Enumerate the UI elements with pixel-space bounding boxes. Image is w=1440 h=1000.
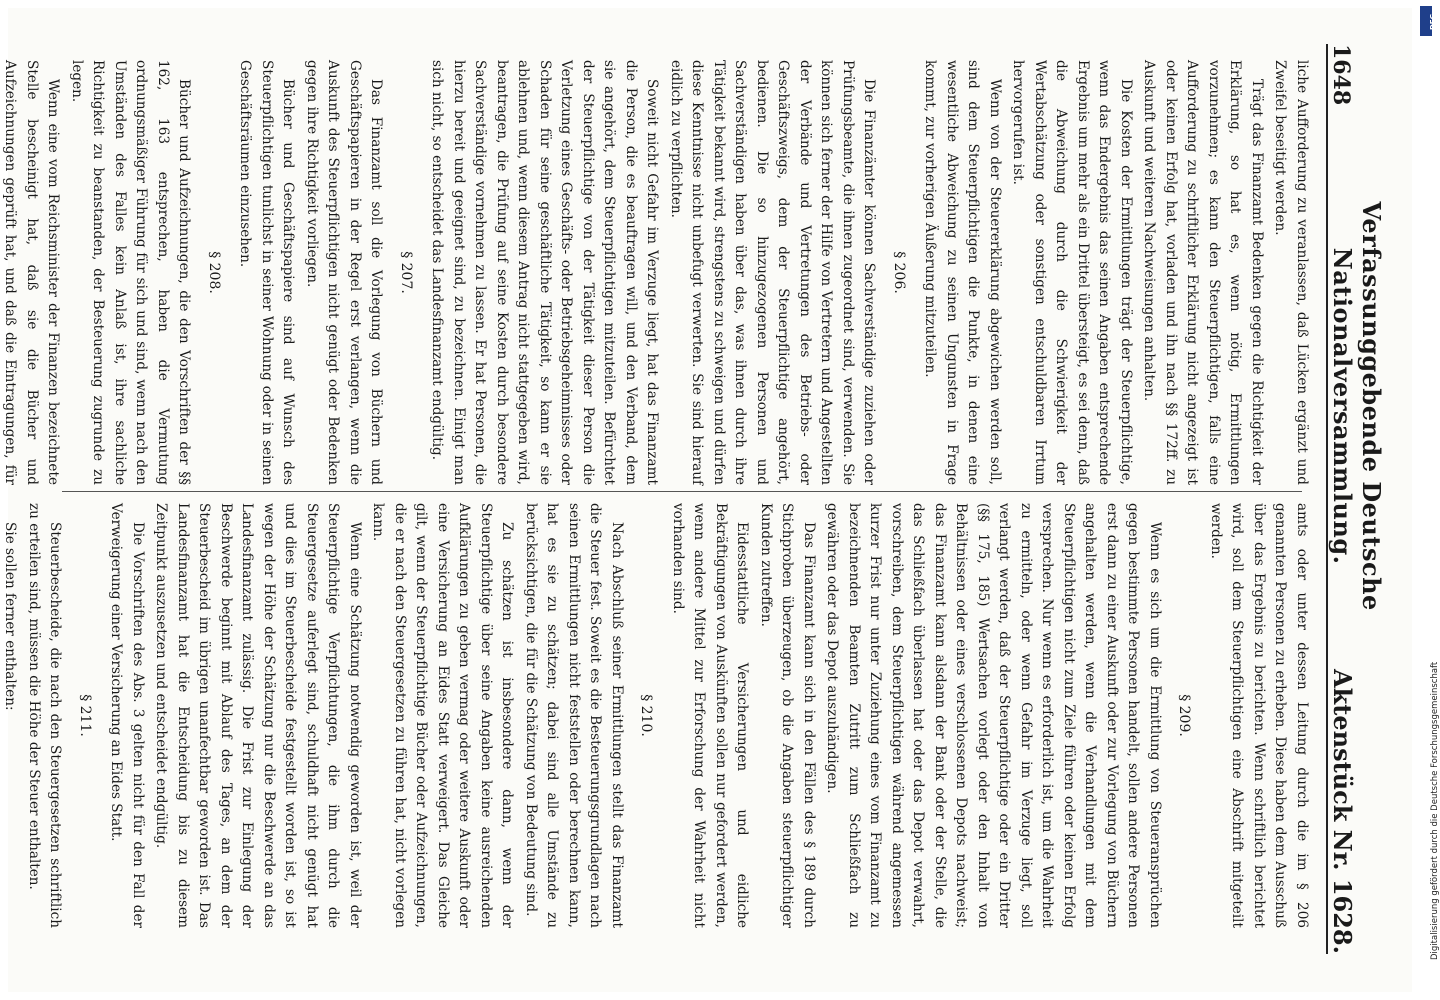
paragraph: Steuerbescheide, die nach den Steuergesetzen schriftlich zu erteilen sind, müssen die Höhe der Steuer enthalten. [26, 503, 64, 928]
paragraph: Bücher und Aufzeichnungen, die den Vorschriften der §§ 162, 163 entsprechen, haben die Vermutung ordnungsmäßiger Führung für sich und sind, wenn nach den Umständen des Falles kein Anlaß ist, ihre sachliche Richtigkeit zu beanstanden, der Besteuerung zugrunde zu legen. [69, 60, 193, 485]
paragraph: Wenn eine Schätzung notwendig geworden ist, weil der Steuerpflichtige Verpflichtungen, die ihm durch die Steuergesetze auferlegt sind, schuldhaft nicht genügt hat und dies im Steuerbescheide festgestellt worden ist, so ist wegen der Höhe der Schätzung nur die Beschwerde an das Landesfinanzamt zulässig. Die Frist zur Einlegung der Beschwerde beginnt mit Ablauf des Tages, an dem der Steuerbescheid im übrigen unanfechtbar geworden ist. Das Landesfinanzamt hat die Entscheidung bis zu diesem Zeitpunkt auszusetzen und entscheidet endgültig. [153, 503, 363, 928]
paragraph: Das Finanzamt soll die Vorlegung von Büchern und Geschäftspapieren in der Regel erst verlangen, wenn die Auskunft des Steuerpflichtigen nicht genügt oder Bedenken gegen ihre Richtigkeit vorliegen. [304, 60, 385, 485]
section-heading: § 211. [77, 694, 93, 737]
paragraph: Die Finanzämter können Sachverständige zuziehen oder Prüfungsbeamte, die ihnen zugeordnet sind, verwenden. Sie können sich ferner der Hilfe von Vertretern und Angestellten der Verbände und Vertretungen des Betriebs- oder Geschäftszweigs, dem der Steuerpflichtige angehört, bedienen. Die so hinzugezogenen Personen und Sachverständigen haben über das, was ihnen durch ihre Tätigkeit bekannt wird, strengstens zu schweigen und dürfen diese Kenntnisse nicht unbefugt verwerten. Sie sind hierauf eidlich zu verpflichten. [668, 60, 878, 485]
page-title: Verfassunggebende Deutsche Nationalversammlung. [1328, 201, 1386, 611]
document-page [2, 8, 1402, 982]
paragraph: Eidesstattliche Versicherungen und eidliche Bekräftigungen von Auskünften sollen nur gefordert werden, wenn andere Mittel zur Erforschung der Wahrheit nicht vorhanden sind. [670, 503, 751, 928]
paragraph: Wenn von der Steuererklärung abgewichen werden soll, sind dem Steuerpflichtigen die Punkte, in denen eine wesentliche Abweichung zu seinen Ungunsten in Frage kommt, zur vorherigen Äußerung mitzuteilen. [922, 60, 1003, 485]
paragraph: Trägt das Finanzamt Bedenken gegen die Richtigkeit der Erklärung, so hat es, wenn nötig, Ermittlungen vorzunehmen; es kann den Steuerpflichtigen, falls eine Aufforderung zu schriftlicher Erklärung nicht angezeigt ist oder keinen Erfolg hat, vorladen und ihn nach §§ 172ff. zu Auskunft und weiteren Nachweisungen anhalten. [1141, 60, 1265, 485]
paragraph: Sie sollen ferner enthalten: [2, 522, 19, 711]
right-column [2, 503, 1312, 928]
paragraph: Nach Abschluß seiner Ermittlungen stellt das Finanzamt die Steuer fest. Soweit es die Besteuerungsgrundlagen nach seinen Ermittlungen nicht feststellen oder berechnen kann, hat es sie zu schätzen; dabei sind alle Umstände zu berücksichtigen, die für die Schätzung von Bedeutung sind. [523, 503, 625, 928]
section-heading: § 208. [206, 251, 222, 294]
page-header [1326, 44, 1386, 954]
section-heading: § 206. [891, 251, 907, 294]
dfg-logo-text: DFG [1429, 13, 1437, 30]
section-heading: § 209. [1176, 694, 1193, 737]
paragraph: Die Vorschriften des Abs. 3 gelten nicht für den Fall der Verweigerung einer Versicherung an Eides Statt. [108, 503, 146, 928]
digitization-note [1420, 40, 1440, 980]
section-heading: § 210. [638, 694, 655, 737]
page-number: 1648 [1328, 44, 1354, 106]
paragraph: Das Finanzamt kann sich in den Fällen des § 189 durch Stichproben überzeugen, ob die Angaben steuerpflichtiger Kunden zutreffen. [758, 503, 817, 928]
document-number: Aktenstück Nr. 1628. [1328, 669, 1357, 954]
paragraph: Soweit nicht Gefahr im Verzuge liegt, hat das Finanzamt die Person, die es beauftragen will, und den Verband, dem sie angehört, dem Steuerpflichtigen mitzuteilen. Befürchtet der Steuerpflichtige von der Tätigkeit dieser Person die Verletzung eines Geschäfts- oder Betriebsgeheimnisses oder Schaden für seine geschäftliche Tätigkeit, so kann er sie ablehnen und, wenn diesem Antrag nicht stattgegeben wird, beantragen, die Prüfung auf seine Kosten durch besondere Sachverständige vornehmen zu lassen. Er hat Personen, die hierzu bereit und geeignet sind, zu bezeichnen. Einigt man sich nicht, so entscheidet das Landesfinanzamt endgültig. [429, 60, 661, 485]
paragraph: Wenn eine vom Reichsminister der Finanzen bezeichnete Stelle bescheinigt hat, daß sie die Bücher und Aufzeichnungen geprüft hat, und daß die Eintragungen, für [2, 60, 62, 485]
paragraph: Wenn es sich um die Ermittlung von Steueransprüchen gegen bestimmte Personen handelt, sollen andere Personen erst dann zu einer Auskunft oder zur Vorlegung von Büchern angehalten werden, wenn die Verhandlungen mit dem Steuerpflichtigen nicht zum Ziele führen oder keinen Erfolg versprechen. Nur wenn es erforderlich ist, um die Wahrheit zu ermitteln, oder wenn Gefahr im Verzuge liegt, soll verlangt werden, daß der Steuerpflichtige oder ein Dritter (§§ 175, 185) Wertsachen vorlegt oder den Inhalt von Behältnissen oder eines verschlossenen Depots nachweist; das Finanzamt kann alsdann der Bank oder der Stelle, die das Schließfach überlassen hat oder das Depot verwahrt, vorschreiben, dem Steuerpflichtigen während angemessen kurzer Frist nur unter Zuziehung eines vom Finanzamt zu bezeichnenden Beamten Zutritt zum Schließfach zu gewähren oder das Depot auszuhändigen. [824, 503, 1163, 928]
paragraph: Bücher und Geschäftspapiere sind auf Wunsch des Steuerpflichtigen tunlichst in seiner Wohnung oder in seinen Geschäftsräumen einzusehen. [237, 60, 297, 485]
left-column [2, 60, 1312, 485]
dfg-logo [1420, 6, 1437, 36]
section-heading: § 207. [398, 251, 414, 294]
column-divider [62, 491, 1302, 492]
scanned-page-frame [2, 8, 1412, 992]
digitization-note-text: Digitalisierung gefördert durch die Deutsche Forschungsgemeinschaft [1430, 661, 1440, 960]
paragraph: amts oder unter dessen Leitung durch die im § 206 genannten Personen zu erheben. Diese haben dem Ausschuß über das Ergebnis zu berichten. Wenn schriftlich berichtet wird, soll dem Steuerpflichtigen eine Abschrift mitgeteilt werden. [1208, 503, 1310, 928]
paragraph: Zu schätzen ist insbesondere dann, wenn der Steuerpflichtige über seine Angaben keine ausreichenden Aufklärungen zu geben vermag oder weitere Auskunft oder eine Versicherung an Eides Statt verweigert. Das Gleiche gilt, wenn der Steuerpflichtige Bücher oder Aufzeichnungen, die er nach den Steuergesetzen zu führen hat, nicht vorlegen kann. [370, 503, 516, 928]
paragraph: Die Kosten der Ermittlungen trägt der Steuerpflichtige, wenn das Endergebnis das seinen Angaben entsprechende Ergebnis um mehr als ein Drittel übersteigt, es sei denn, daß die Abweichung durch die Schwierigkeit der Wertabschätzung oder sonstigen entschuldbaren Irrtum hervorgerufen ist. [1010, 60, 1134, 485]
paragraph: liche Aufforderung zu veranlassen, daß Lücken ergänzt und Zweifel beseitigt werden. [1272, 60, 1310, 485]
